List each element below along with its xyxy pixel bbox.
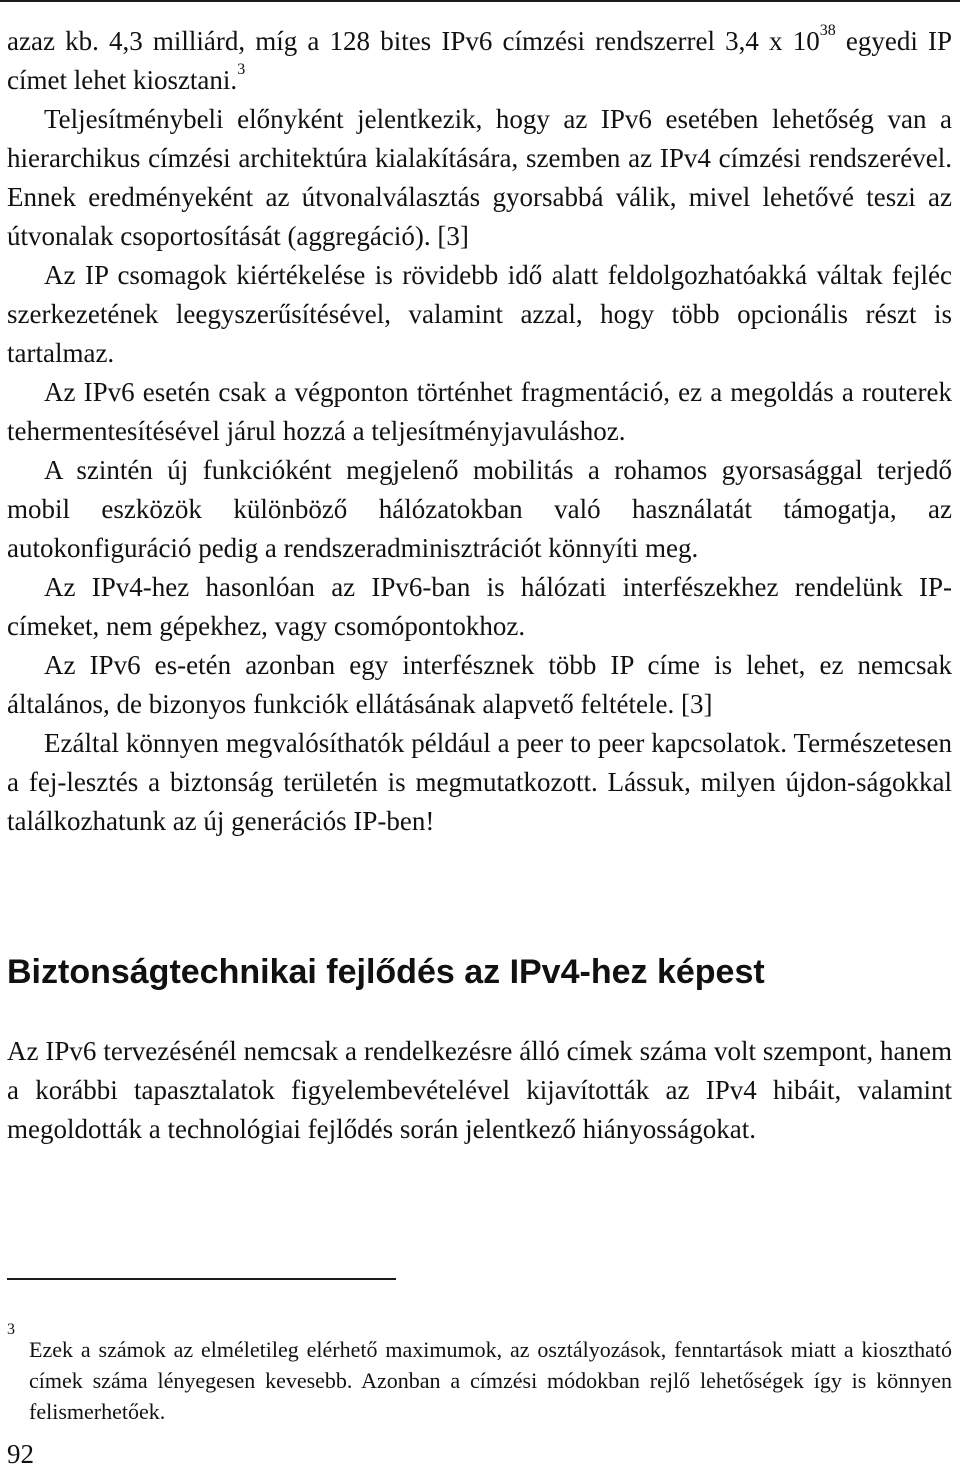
paragraph: Az IPv6 tervezésénél nemcsak a rendelkezésre álló címek száma volt szempont, hanem a korábbi tapasztalatok figyelembevételével kijavították az IPv4 hibáit, valamint megoldották a technológiai fejlődés során jelentkező hiányosságokat. [7, 1036, 952, 1144]
section-body [7, 1032, 952, 1149]
paragraph: Ezáltal könnyen megvalósíthatók például a peer to peer kapcsolatok. Természetesen a fej-lesztés a biztonság területén is megmutatkozott. Lássuk, milyen újdon-ságokkal találkozhatunk az új generációs IP-ben! [7, 728, 952, 836]
footnote-mark: 3 [7, 1321, 15, 1338]
paragraph: Az IPv4-hez hasonlóan az IPv6-ban is hálózati interfészekhez rendelünk IP-címeket, nem gépekhez, vagy csomópontokhoz. [7, 572, 952, 641]
footnote [7, 1321, 952, 1427]
footnote-text: Ezek a számok az elméletileg elérhető maximumok, az osztályozások, fenntartások miatt a kiosztható címek száma lényegesen kevesebb. Azonban a címzési módokban rejlő lehetőségek így is könnyen felismerhetőek. [29, 1337, 952, 1424]
footnote-separator [7, 1278, 396, 1280]
paragraph: A szintén új funkcióként megjelenő mobilitás a rohamos gyorsasággal terjedő mobil eszközök különböző hálózatokban való használatát támogatja, az autokonfiguráció pedig a rendszeradminisztrációt könnyíti meg. [7, 455, 952, 563]
paragraph: Az IPv6 es-etén azonban egy interfésznek több IP címe is lehet, ez nemcsak általános, de bizonyos funkciók ellátásának alapvető feltétele. [3] [7, 650, 952, 719]
footnote-reference: 3 [237, 61, 246, 78]
page-number: 92 [7, 1439, 34, 1469]
exponent: 38 [819, 22, 836, 39]
paragraph: Az IPv6 esetén csak a végponton történhet fragmentáció, ez a megoldás a routerek tehermentesítésével járul hozzá a teljesítményjavuláshoz. [7, 377, 952, 446]
paragraph: Teljesítménybeli előnyként jelentkezik, hogy az IPv6 esetében lehetőség van a hierarchikus címzési architektúra kialakítására, szemben az IPv4 címzési rendszerével. Ennek eredményeként az útvonalválasztás gyorsabbá válik, mivel lehetővé teszi az útvonalak csoportosítását (aggregáció). [3] [7, 104, 952, 251]
section-heading: Biztonságtechnikai fejlődés az IPv4-hez képest [7, 953, 765, 991]
top-rule [0, 0, 960, 2]
paragraph-text: azaz kb. 4,3 milliárd, míg a 128 bites IPv6 címzési rendszerrel 3,4 x 10 [7, 26, 820, 56]
paragraph-text: egyedi IP címet lehet kiosztani. [7, 26, 952, 95]
paragraph-continuation [7, 22, 952, 100]
body-text [7, 22, 952, 841]
paragraph: Az IP csomagok kiértékelése is rövidebb idő alatt feldolgozhatóakká váltak fejléc szerkezetének leegyszerűsítésével, valamint azzal, hogy több opcionális részt is tartalmaz. [7, 260, 952, 368]
